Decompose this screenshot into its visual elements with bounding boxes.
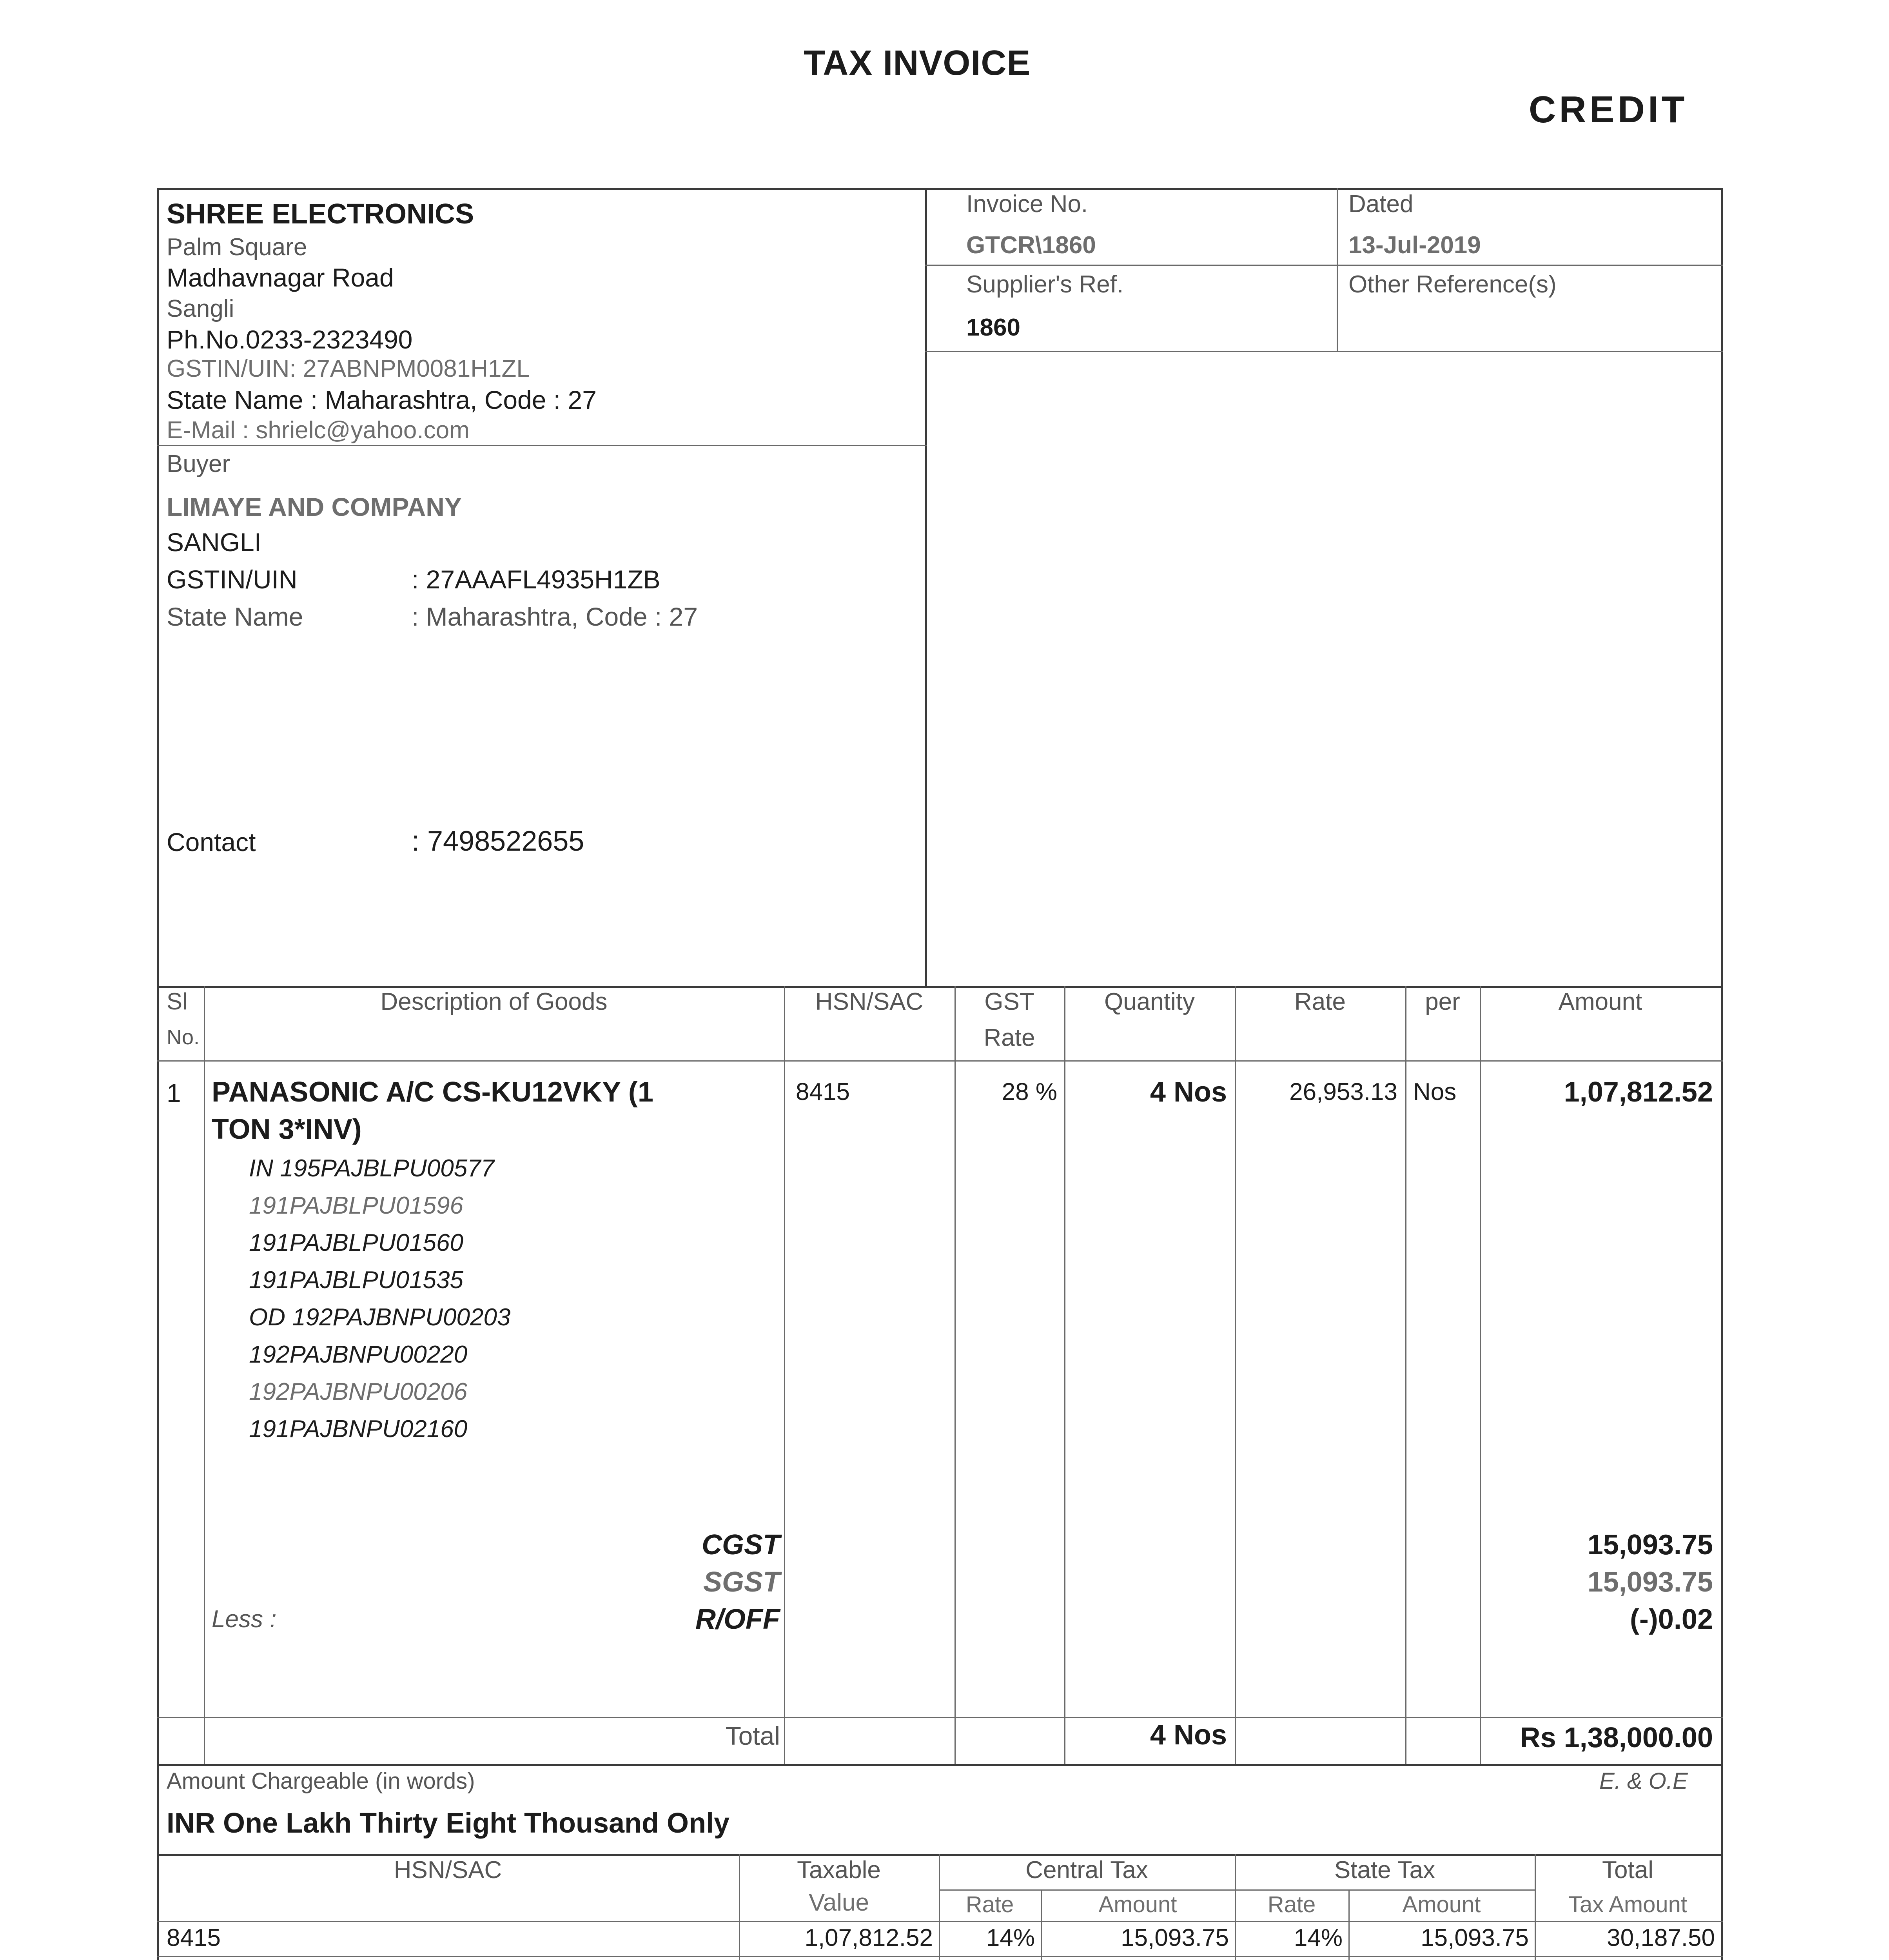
supplier-ref-label: Supplier's Ref. — [966, 271, 1124, 298]
hsn-row-total: 30,187.50 — [1607, 1924, 1715, 1951]
hsn-header-c-amount: Amount — [1098, 1892, 1177, 1917]
buyer-city: SANGLI — [167, 528, 262, 557]
item-quantity: 4 Nos — [1150, 1076, 1227, 1108]
total-label: Total — [725, 1721, 780, 1750]
seller-address1: Palm Square — [167, 234, 307, 261]
items-total-top-line — [157, 1717, 1723, 1718]
item-description-line2: TON 3*INV) — [212, 1114, 362, 1145]
col-line-sl — [204, 986, 205, 1764]
serial-number: 191PAJBLPU01535 — [249, 1267, 463, 1294]
contact-label: Contact — [167, 828, 256, 857]
serial-number: OD 192PAJBNPU00203 — [249, 1304, 511, 1331]
dated-value: 13-Jul-2019 — [1348, 232, 1481, 259]
serial-number: 192PAJBNPU00206 — [249, 1378, 468, 1405]
hsn-row-hsn: 8415 — [167, 1924, 221, 1951]
buyer-gstin: : 27AAAFL4935H1ZB — [412, 565, 661, 594]
hsn-header-state: State Tax — [1334, 1857, 1435, 1884]
buyer-gstin-label: GSTIN/UIN — [167, 565, 298, 594]
seller-name: SHREE ELECTRONICS — [167, 198, 474, 230]
hsn-header-value: Value — [809, 1889, 869, 1916]
hsn-row-s-amount: 15,093.75 — [1421, 1924, 1529, 1951]
buyer-top-line — [157, 445, 927, 446]
buyer-state-label: State Name — [167, 602, 303, 631]
col-rate: Rate — [1294, 988, 1346, 1015]
col-gst: GST — [984, 988, 1034, 1015]
col-gst-rate: Rate — [984, 1024, 1035, 1051]
total-quantity: 4 Nos — [1150, 1719, 1227, 1751]
header-bottom-line — [925, 351, 1723, 352]
total-amount: Rs 1,38,000.00 — [1520, 1722, 1713, 1753]
header-mid-line — [1337, 188, 1338, 351]
amount-words: INR One Lakh Thirty Eight Thousand Only — [167, 1808, 730, 1839]
serial-number: 191PAJBNPU02160 — [249, 1416, 468, 1443]
dated-label: Dated — [1348, 191, 1414, 218]
buyer-label: Buyer — [167, 450, 230, 477]
seller-email: E-Mail : shrielc@yahoo.com — [167, 417, 470, 444]
header-divider-line — [925, 188, 927, 988]
frame-left-line — [157, 188, 159, 1960]
hsn-header-hsn: HSN/SAC — [394, 1857, 502, 1884]
col-per: per — [1425, 988, 1460, 1015]
eoe-label: E. & O.E — [1599, 1768, 1688, 1794]
supplier-ref: 1860 — [966, 314, 1020, 341]
item-description-line1: PANASONIC A/C CS-KU12VKY (1 — [212, 1076, 653, 1108]
serial-number: 191PAJBLPU01560 — [249, 1229, 463, 1256]
header-row-line — [925, 265, 1723, 266]
seller-city: Sangli — [167, 295, 234, 322]
hsn-header-central: Central Tax — [1025, 1857, 1148, 1884]
document-title: TAX INVOICE — [804, 44, 1031, 83]
other-ref-label: Other Reference(s) — [1348, 271, 1557, 298]
hsn-row-s-rate: 14% — [1294, 1924, 1343, 1951]
col-quantity: Quantity — [1104, 988, 1195, 1015]
copy-label: CREDIT — [1529, 89, 1688, 131]
item-sl: 1 — [167, 1078, 181, 1107]
item-rate: 26,953.13 — [1289, 1078, 1397, 1105]
hsn-header-s-rate: Rate — [1267, 1892, 1316, 1917]
col-sl: Sl — [167, 988, 188, 1014]
seller-state: State Name : Maharashtra, Code : 27 — [167, 385, 597, 414]
cgst-label: CGST — [701, 1529, 780, 1561]
seller-address2: Madhavnagar Road — [167, 263, 394, 292]
roff-label: R/OFF — [695, 1604, 780, 1635]
items-header-line — [157, 1060, 1723, 1062]
col-no: No. — [167, 1025, 200, 1049]
seller-phone: Ph.No.0233-2323490 — [167, 325, 413, 354]
item-hsn: 8415 — [796, 1078, 850, 1105]
hsn-header-c-rate: Rate — [965, 1892, 1014, 1917]
invoice-no: GTCR\1860 — [966, 232, 1096, 259]
serial-number: IN 195PAJBLPU00577 — [249, 1155, 495, 1182]
buyer-state: : Maharashtra, Code : 27 — [412, 602, 698, 631]
seller-gstin: GSTIN/UIN: 27ABNPM0081H1ZL — [167, 355, 530, 382]
col-hsn: HSN/SAC — [815, 988, 924, 1015]
hsn-header-s-amount: Amount — [1402, 1892, 1481, 1917]
hsn-row-c-amount: 15,093.75 — [1121, 1924, 1229, 1951]
sgst-label: SGST — [703, 1566, 780, 1598]
hsn-header-tax-amount: Tax Amount — [1568, 1892, 1688, 1917]
less-label: Less : — [212, 1606, 277, 1633]
serial-number: 192PAJBNPU00220 — [249, 1341, 468, 1368]
hsn-sub-line — [939, 1889, 1535, 1891]
item-per: Nos — [1413, 1078, 1457, 1105]
items-bottom-line — [157, 1764, 1723, 1766]
cgst-amount: 15,093.75 — [1587, 1529, 1713, 1561]
hsn-header-total: Total — [1602, 1857, 1653, 1884]
sgst-amount: 15,093.75 — [1587, 1566, 1713, 1598]
hsn-row-taxable: 1,07,812.52 — [804, 1924, 933, 1951]
col-line-rate — [1405, 986, 1406, 1764]
item-amount: 1,07,812.52 — [1564, 1076, 1713, 1108]
contact-value: : 7498522655 — [412, 826, 584, 857]
hsn-row-c-rate: 14% — [986, 1924, 1035, 1951]
serial-number: 191PAJBLPU01596 — [249, 1192, 463, 1219]
frame-right-line — [1721, 188, 1723, 1960]
col-description: Description of Goods — [380, 988, 608, 1015]
roff-amount: (-)0.02 — [1630, 1604, 1713, 1635]
buyer-name: LIMAYE AND COMPANY — [167, 492, 462, 521]
frame-top-line — [157, 188, 1723, 190]
hsn-header-taxable: Taxable — [797, 1857, 881, 1884]
item-gst-rate: 28 % — [1002, 1078, 1057, 1105]
invoice-no-label: Invoice No. — [966, 191, 1088, 218]
col-line-desc — [784, 986, 785, 1764]
amount-words-label: Amount Chargeable (in words) — [167, 1768, 475, 1794]
col-amount: Amount — [1558, 988, 1642, 1015]
